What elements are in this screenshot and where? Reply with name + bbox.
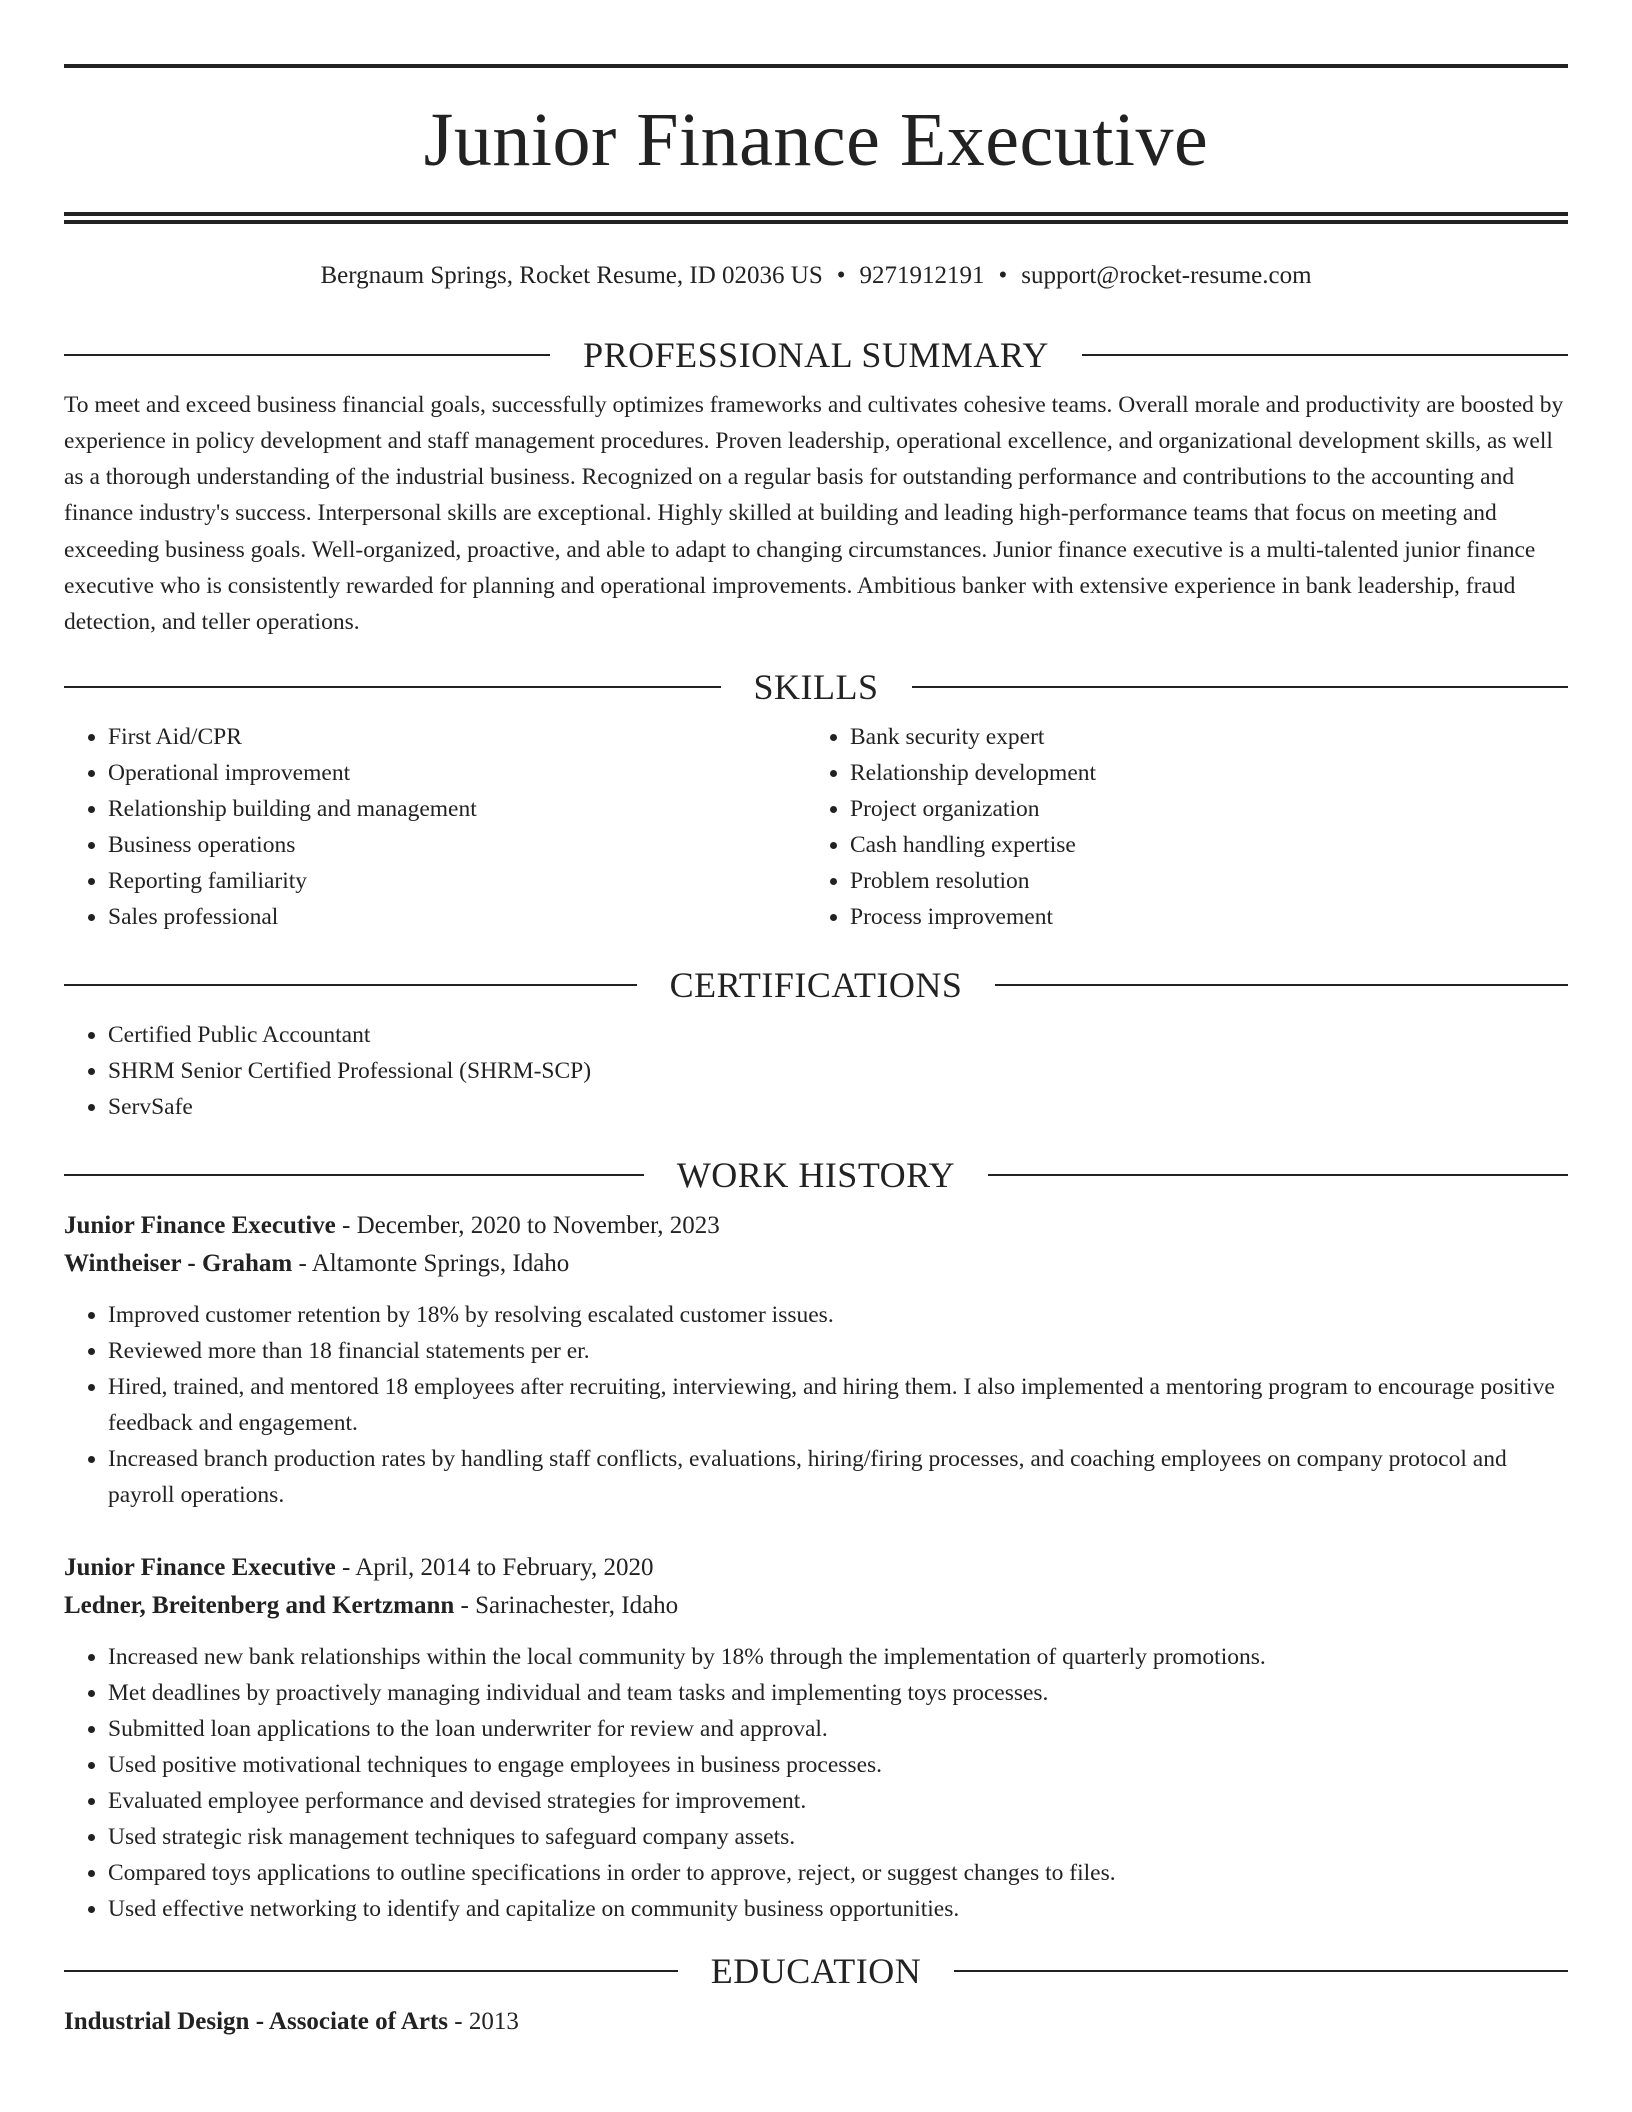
contact-separator: • <box>836 262 846 289</box>
work-history-heading <box>64 1154 1568 1195</box>
education-heading <box>64 1950 1568 1991</box>
double-rule <box>64 212 1568 224</box>
skill-item: • Sales professional <box>108 899 806 935</box>
job-bullet: • Used effective networking to identify and capitalize on community business opportunities. <box>108 1891 1568 1927</box>
job-entry <box>64 1207 1568 1513</box>
job-bullet: • Used positive motivational techniques to engage employees in business processes. <box>108 1747 1568 1783</box>
job-title: Junior Finance Executive <box>64 1211 336 1239</box>
heading-rule <box>912 686 1569 688</box>
certifications-heading <box>64 964 1568 1005</box>
contact-line <box>64 260 1568 293</box>
job-bullets <box>64 1297 1568 1513</box>
education-degree: Industrial Design - Associate of Arts <box>64 2007 449 2035</box>
job-bullet: • Compared toys applications to outline specifications in order to approve, reject, or suggest changes to files. <box>108 1855 1568 1891</box>
education-entry <box>64 2003 1568 2041</box>
section-title: SKILLS <box>753 666 879 707</box>
skills-column-right <box>806 719 1548 935</box>
education-year: - 2013 <box>448 2007 519 2035</box>
top-rule <box>64 64 1568 68</box>
job-company-line <box>64 1587 1568 1625</box>
resume-name: Junior Finance Executive <box>423 98 1209 182</box>
heading-rule <box>1082 354 1568 356</box>
job-bullet: • Met deadlines by proactively managing individual and team tasks and implementing toys processes. <box>108 1675 1568 1711</box>
heading-rule <box>64 686 721 688</box>
job-company: Ledner, Breitenberg and Kertzmann <box>64 1591 455 1619</box>
skill-item: • Business operations <box>108 827 806 863</box>
summary-text: To meet and exceed business financial goals, successfully optimizes frameworks and cultivates cohesive teams. Overall morale and productivity are boosted by experience in policy development and staff management procedures. Proven leadership, operational excellence, and organizational development skills, as well as a thorough understanding of the industrial business. Recognized on a regular basis for outstanding performance and contributions to the accounting and finance industry's success. Interpersonal skills are exceptional. Highly skilled at building and leading high-performance teams that focus on meeting and exceeding business goals. Well-organized, proactive, and able to adapt to changing circumstances. Junior finance executive is a multi-talented junior finance executive who is consistently rewarded for planning and operational improvements. Ambitious banker with extensive experience in bank leadership, fraud detection, and teller operations. <box>64 391 1564 636</box>
job-bullet: • Increased new bank relationships within the local community by 18% through the implementation of quarterly promotions. <box>108 1639 1568 1675</box>
job-bullet: • Evaluated employee performance and devised strategies for improvement. <box>108 1783 1568 1819</box>
job-dates: - December, 2020 to November, 2023 <box>335 1211 720 1239</box>
certifications-list <box>64 1017 1568 1125</box>
summary-heading <box>64 334 1568 375</box>
certification-item: • Certified Public Accountant <box>108 1017 1568 1053</box>
job-location: - Altamonte Springs, Idaho <box>292 1249 570 1277</box>
skill-item: • First Aid/CPR <box>108 719 806 755</box>
skill-item: • Operational improvement <box>108 755 806 791</box>
contact-phone: 9271912191 <box>859 262 985 289</box>
heading-rule <box>64 1174 644 1176</box>
heading-rule <box>954 1970 1568 1972</box>
skills-column-left <box>64 719 806 935</box>
section-title: WORK HISTORY <box>676 1154 956 1195</box>
contact-email[interactable]: support@rocket-resume.com <box>1021 262 1312 289</box>
skill-item: • Relationship development <box>850 755 1548 791</box>
skill-item: • Project organization <box>850 791 1548 827</box>
job-company: Wintheiser - Graham <box>64 1249 293 1277</box>
skill-item: • Problem resolution <box>850 863 1548 899</box>
contact-separator: • <box>998 262 1008 289</box>
job-location: - Sarinachester, Idaho <box>454 1591 679 1619</box>
contact-address: Bergnaum Springs, Rocket Resume, ID 02036 US <box>320 262 823 289</box>
job-title-line <box>64 1207 1568 1245</box>
skill-item: • Relationship building and management <box>108 791 806 827</box>
heading-rule <box>995 984 1568 986</box>
skill-item: • Process improvement <box>850 899 1548 935</box>
job-dates: - April, 2014 to February, 2020 <box>335 1553 654 1581</box>
skill-item: • Bank security expert <box>850 719 1548 755</box>
certification-item: • SHRM Senior Certified Professional (SHRM-SCP) <box>108 1053 1568 1089</box>
heading-rule <box>988 1174 1568 1176</box>
job-bullet: • Improved customer retention by 18% by resolving escalated customer issues. <box>108 1297 1568 1333</box>
job-bullet: • Hired, trained, and mentored 18 employees after recruiting, interviewing, and hiring them. I also implemented a mentoring program to encourage positive feedback and engagement. <box>108 1369 1568 1441</box>
job-entry <box>64 1549 1568 1927</box>
job-bullet: • Increased branch production rates by handling staff conflicts, evaluations, hiring/firing processes, and coaching employees on company protocol and payroll operations. <box>108 1441 1568 1513</box>
certification-item: • ServSafe <box>108 1089 1568 1125</box>
job-company-line <box>64 1245 1568 1283</box>
heading-rule <box>64 1970 678 1972</box>
job-bullet: • Reviewed more than 18 financial statements per er. <box>108 1333 1568 1369</box>
job-title-line <box>64 1549 1568 1587</box>
section-title: EDUCATION <box>710 1950 922 1991</box>
heading-rule <box>64 354 550 356</box>
job-title: Junior Finance Executive <box>64 1553 336 1581</box>
skill-item: • Reporting familiarity <box>108 863 806 899</box>
heading-rule <box>64 984 637 986</box>
job-bullet: • Used strategic risk management techniques to safeguard company assets. <box>108 1819 1568 1855</box>
skill-item: • Cash handling expertise <box>850 827 1548 863</box>
job-bullet: • Submitted loan applications to the loan underwriter for review and approval. <box>108 1711 1568 1747</box>
section-title: CERTIFICATIONS <box>669 964 963 1005</box>
job-bullets <box>64 1639 1568 1927</box>
skills-list <box>64 719 1568 935</box>
section-title: PROFESSIONAL SUMMARY <box>583 334 1049 375</box>
skills-heading <box>64 666 1568 707</box>
